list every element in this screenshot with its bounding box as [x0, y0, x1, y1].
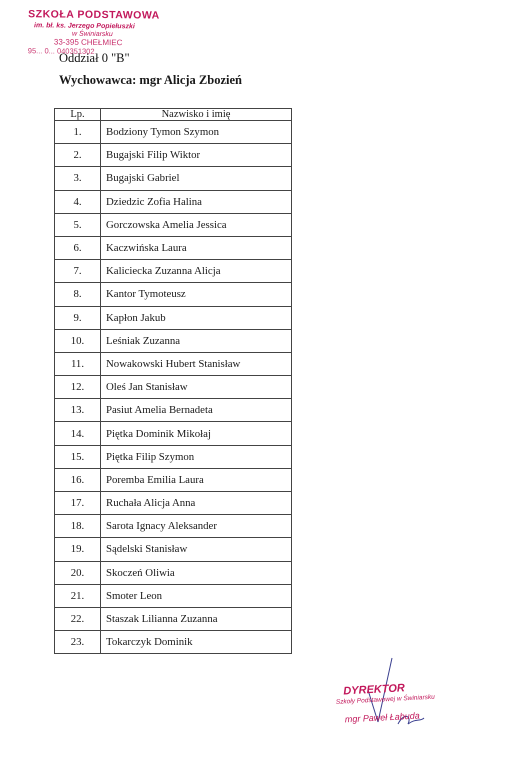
student-table [54, 108, 292, 654]
row-number: 6. [55, 236, 101, 259]
row-number: 15. [55, 445, 101, 468]
table-row [55, 352, 292, 375]
header-lp: Lp. [55, 109, 101, 121]
table-row [55, 167, 292, 190]
table-row [55, 144, 292, 167]
row-number: 14. [55, 422, 101, 445]
table-row [55, 329, 292, 352]
student-name: Tokarczyk Dominik [101, 631, 292, 654]
row-number: 4. [55, 190, 101, 213]
stamp-regon: 95... 0... 040351302 [27, 45, 95, 56]
student-name: Kaczwińska Laura [101, 236, 292, 259]
stamp-patron: im. bł. ks. Jerzego Popiełuszki [34, 21, 135, 30]
row-number: 21. [55, 584, 101, 607]
table-row [55, 236, 292, 259]
class-label: Oddział 0 "B" [59, 51, 130, 65]
row-number: 22. [55, 607, 101, 630]
table-row [55, 422, 292, 445]
table-header-row [55, 109, 292, 121]
student-name: Poremba Emilia Laura [101, 468, 292, 491]
table-row [55, 121, 292, 144]
stamp-location: w Świniarsku [71, 30, 113, 38]
table-row [55, 376, 292, 399]
student-name: Leśniak Zuzanna [101, 329, 292, 352]
row-number: 16. [55, 468, 101, 491]
student-name: Kaliciecka Zuzanna Alicja [101, 260, 292, 283]
school-stamp [28, 9, 178, 56]
table-row [55, 213, 292, 236]
student-name: Piętka Filip Szymon [101, 445, 292, 468]
table-row [55, 538, 292, 561]
row-number: 1. [55, 121, 101, 144]
table-row [55, 584, 292, 607]
stamp-school-name: SZKOŁA PODSTAWOWA [28, 8, 160, 22]
table-row [55, 445, 292, 468]
director-stamp [335, 681, 447, 724]
student-name: Dziedzic Zofia Halina [101, 190, 292, 213]
student-name: Kantor Tymoteusz [101, 283, 292, 306]
row-number: 5. [55, 213, 101, 236]
row-number: 10. [55, 329, 101, 352]
student-name: Bugajski Gabriel [101, 167, 292, 190]
row-number: 18. [55, 515, 101, 538]
table-row [55, 306, 292, 329]
row-number: 3. [55, 167, 101, 190]
student-name: Bugajski Filip Wiktor [101, 144, 292, 167]
table-row [55, 283, 292, 306]
student-name: Nowakowski Hubert Stanisław [101, 352, 292, 375]
row-number: 8. [55, 283, 101, 306]
student-name: Smoter Leon [101, 584, 292, 607]
row-number: 20. [55, 561, 101, 584]
table-row [55, 631, 292, 654]
student-name: Sądelski Stanisław [101, 538, 292, 561]
table-row [55, 607, 292, 630]
row-number: 11. [55, 352, 101, 375]
row-number: 13. [55, 399, 101, 422]
teacher-heading: Wychowawca: mgr Alicja Zbozień [59, 73, 242, 87]
header-name: Nazwisko i imię [101, 109, 292, 121]
table-row [55, 399, 292, 422]
student-name: Skoczeń Oliwia [101, 561, 292, 584]
student-name: Oleś Jan Stanisław [101, 376, 292, 399]
director-school: Szkoły Podstawowej w Świniarsku [335, 693, 435, 706]
row-number: 12. [55, 376, 101, 399]
student-name: Staszak Lilianna Zuzanna [101, 607, 292, 630]
student-name: Bodziony Tymon Szymon [101, 121, 292, 144]
table-row [55, 190, 292, 213]
table-row [55, 260, 292, 283]
row-number: 23. [55, 631, 101, 654]
table-row [55, 561, 292, 584]
row-number: 9. [55, 306, 101, 329]
table-row [55, 468, 292, 491]
table-row [55, 515, 292, 538]
stamp-postal: 33-395 CHEŁMIEC [53, 36, 123, 47]
student-name: Sarota Ignacy Aleksander [101, 515, 292, 538]
row-number: 19. [55, 538, 101, 561]
director-name: mgr Paweł Łabuda [344, 710, 420, 724]
director-title: DYREKTOR [343, 682, 406, 698]
student-name: Pasiut Amelia Bernadeta [101, 399, 292, 422]
student-name: Ruchała Alicja Anna [101, 492, 292, 515]
student-name: Piętka Dominik Mikołaj [101, 422, 292, 445]
student-name: Kapłon Jakub [101, 306, 292, 329]
row-number: 7. [55, 260, 101, 283]
table-row [55, 492, 292, 515]
row-number: 2. [55, 144, 101, 167]
row-number: 17. [55, 492, 101, 515]
student-name: Gorczowska Amelia Jessica [101, 213, 292, 236]
